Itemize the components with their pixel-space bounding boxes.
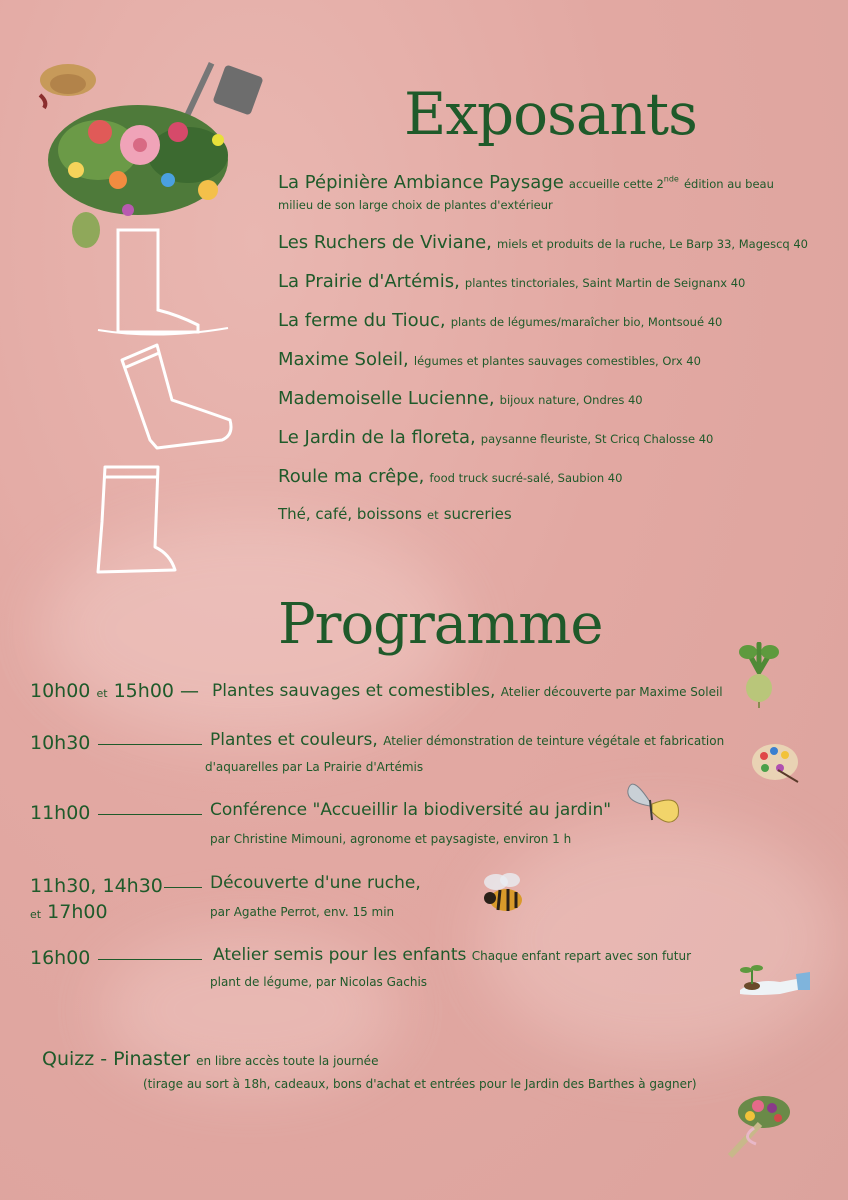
exposant-name: Le Jardin de la floreta,: [278, 427, 476, 448]
activity-sub: d'aquarelles par La Prairie d'Artémis: [205, 760, 424, 774]
flower-bouquet-boot-icon: [18, 40, 268, 340]
programme-title: Programme: [278, 592, 603, 657]
exposants-title: Exposants: [404, 80, 697, 148]
list-item: [278, 271, 745, 293]
dash-line: [98, 814, 202, 815]
activity-title: Découverte d'une ruche,: [210, 873, 421, 893]
exposant-name: Roule ma crêpe,: [278, 466, 425, 487]
activity-title: Plantes et couleurs,: [210, 730, 378, 750]
quizz-title: Quizz - Pinaster: [42, 1048, 191, 1070]
activity-title: Atelier semis pour les enfants: [213, 945, 467, 965]
beetroot-icon: [738, 642, 780, 708]
dash-line: [164, 887, 202, 888]
bee-icon: [478, 868, 532, 920]
exposant-desc: miels et produits de la ruche, Le Barp 33, Magescq 40: [497, 237, 808, 251]
exposant-desc: édition au beau milieu de son large choix de plantes d'extérieur: [278, 177, 774, 212]
activity-title: Plantes sauvages et comestibles,: [212, 681, 496, 701]
activity-sub: par Christine Mimouni, agronome et paysagiste, environ 1 h: [210, 832, 572, 846]
rubber-boot-icon: [90, 462, 185, 582]
exposant-desc: paysanne fleuriste, St Cricq Chalosse 40: [480, 432, 714, 446]
dash-line: [98, 744, 202, 745]
programme-list: [30, 680, 790, 1020]
exposant-name: Mademoiselle Lucienne,: [278, 388, 495, 409]
list-item: [278, 172, 798, 213]
time-label: 11h30, 14h30: [30, 875, 163, 897]
exposant-desc: bijoux nature, Ondres 40: [499, 393, 643, 407]
list-item: [278, 349, 701, 371]
activity-sub: plant de légume, par Nicolas Gachis: [210, 975, 428, 989]
butterfly-icon: [622, 772, 682, 834]
list-item: [278, 232, 808, 254]
exposant-desc: plants de légumes/maraîcher bio, Montsoué 40: [450, 315, 723, 329]
exposant-desc: plantes tinctoriales, Saint Martin de Seignanx 40: [464, 276, 746, 290]
exposant-desc: et: [427, 508, 439, 522]
list-item: [278, 427, 713, 449]
time-separator: et: [96, 687, 108, 700]
exposant-name: Thé, café, boissons: [278, 505, 422, 523]
list-item: [278, 466, 622, 488]
exposant-desc: food truck sucré-salé, Saubion 40: [429, 471, 623, 485]
paint-palette-icon: [750, 740, 800, 784]
dash-line: [98, 959, 202, 960]
exposant-desc: légumes et plantes sauvages comestibles, Orx 40: [413, 354, 701, 368]
list-item: [278, 388, 643, 410]
time-label: 16h00: [30, 947, 91, 969]
list-item: [278, 504, 512, 523]
time-label: 10h30: [30, 732, 91, 754]
seedling-hand-icon: [736, 956, 812, 998]
time-label: 10h00: [30, 680, 91, 702]
activity-detail: Atelier démonstration de teinture végétale et fabrication: [383, 734, 725, 748]
small-bouquet-icon: [720, 1088, 800, 1160]
exposant-name: Les Ruchers de Viviane,: [278, 232, 492, 253]
time-label: 17h00: [47, 901, 108, 923]
exposant-name: La ferme du Tiouc,: [278, 310, 446, 331]
activity-detail: Chaque enfant repart avec son futur: [471, 949, 692, 963]
list-item: [278, 310, 722, 332]
quizz-desc: en libre accès toute la journée: [196, 1054, 379, 1068]
time-separator: et: [30, 908, 42, 921]
exposant-desc: accueille cette 2: [568, 177, 664, 191]
time-label: 11h00: [30, 802, 91, 824]
exposant-name: La Pépinière Ambiance Paysage: [278, 172, 564, 193]
activity-detail: Atelier découverte par Maxime Soleil: [500, 685, 723, 699]
time-label: 15h00: [113, 680, 174, 702]
exposant-name: Maxime Soleil,: [278, 349, 409, 370]
exposant-name: La Prairie d'Artémis,: [278, 271, 460, 292]
quizz-line: [42, 1048, 378, 1070]
dash: —: [180, 680, 200, 702]
rubber-boot-icon: [112, 340, 242, 455]
activity-sub: par Agathe Perrot, env. 15 min: [210, 905, 395, 919]
superscript: nde: [663, 174, 679, 184]
activity-title: Conférence "Accueillir la biodiversité au jardin": [210, 800, 612, 820]
quizz-sub: (tirage au sort à 18h, cadeaux, bons d'achat et entrées pour le Jardin des Barthes à gagner): [143, 1077, 697, 1091]
exposant-name: sucreries: [443, 505, 512, 523]
